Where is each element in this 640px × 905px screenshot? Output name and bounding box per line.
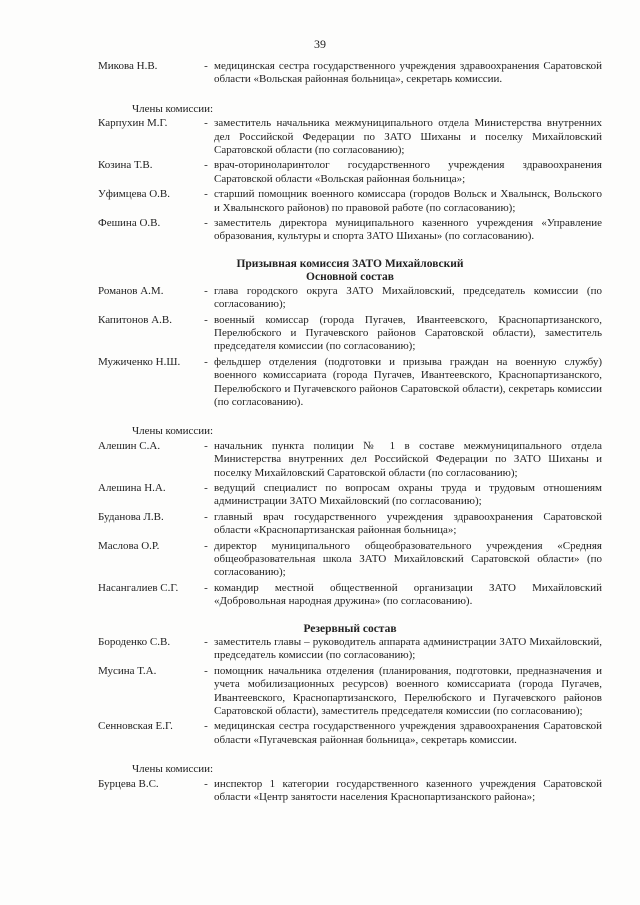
- person-name: Романов А.М.: [98, 284, 164, 297]
- person-name: Микова Н.В.: [98, 60, 158, 72]
- person-name: Фешина О.В.: [98, 217, 161, 230]
- person-name: Мужиченко Н.Ш.: [98, 355, 181, 368]
- dash: -: [204, 510, 208, 523]
- person-name: Сенновская Е.Г.: [98, 720, 173, 733]
- person-name: Алешина Н.А.: [98, 481, 166, 494]
- dash: -: [204, 539, 208, 552]
- person-role: глава городского округа ЗАТО Михайловский, председатель комиссии (по согласованию);: [214, 284, 602, 311]
- person-name: Мусина Т.А.: [98, 664, 157, 677]
- members-label: Члены комиссии:: [132, 425, 214, 438]
- members-label: Члены комиссии:: [132, 102, 214, 115]
- dash: -: [204, 664, 208, 677]
- dash: -: [204, 636, 208, 649]
- dash: -: [204, 159, 208, 172]
- members-list: [98, 440, 602, 609]
- person-role: заместитель главы – руководитель аппарата администрации ЗАТО Михайловский, председатель комиссии (по согласованию);: [214, 636, 602, 662]
- person-role: военный комиссар (города Пугачев, Ивантеевского, Краснопартизанского, Перелюбского и Пугачевского районов Саратовской области), заместитель председателя комиссии (по согласованию);: [214, 313, 602, 353]
- person-name: Карпухин М.Г.: [98, 117, 168, 130]
- members-list: [98, 778, 602, 805]
- person-entry: [98, 636, 602, 663]
- person-entry: [98, 665, 602, 719]
- reserve-entries: [98, 636, 602, 747]
- dash: -: [204, 60, 208, 72]
- dash: -: [204, 439, 208, 452]
- person-entry: [98, 60, 602, 87]
- person-role: директор муниципального общеобразовательного учреждения «Средняя общеобразовательная школа ЗАТО Михайловский Саратовской области» (по согласованию);: [214, 539, 602, 579]
- dash: -: [204, 117, 208, 130]
- members-label: Члены комиссии:: [132, 763, 214, 776]
- person-role: старший помощник военного комиссара (городов Вольск и Хвалынск, Вольского и Хвалынского районов) по правовой работе (по согласованию);: [214, 188, 602, 214]
- person-role: помощник начальника отделения (планирования, подготовки, предназначения и учета мобилизационных ресурсов) военного комиссариата (города Пугачев, Ивантеевского, Краснопартизанского, Перелюбского и Пугачевского районов Саратовской области), заместитель председателя комиссии (по согласованию);: [214, 664, 602, 718]
- dash: -: [204, 188, 208, 201]
- person-role: ведущий специалист по вопросам охраны труда и трудовым отношениям администрации ЗАТО Михайловский (по согласованию);: [214, 481, 602, 508]
- person-entry: [98, 582, 602, 609]
- person-entry: [98, 314, 602, 354]
- person-role: медицинская сестра государственного учреждения здравоохранения Саратовской области «Вольская районная больница», секретарь комиссии.: [214, 60, 602, 86]
- person-entry: [98, 217, 602, 244]
- person-role: заместитель начальника межмуниципального отдела Министерства внутренних дел Российской Федерации по ЗАТО Шиханы и поселку Михайловский Саратовской области (по согласованию);: [214, 117, 602, 157]
- person-entry: [98, 720, 602, 747]
- document-body: [98, 60, 602, 807]
- person-entry: [98, 117, 602, 157]
- subsection-heading: Резервный состав: [303, 622, 397, 635]
- person-entry: [98, 482, 602, 509]
- dash: -: [204, 355, 208, 368]
- person-name: Бороденко С.В.: [98, 636, 171, 649]
- dash: -: [204, 777, 208, 790]
- dash: -: [204, 284, 208, 297]
- person-name: Капитонов А.В.: [98, 313, 172, 326]
- person-entry: [98, 159, 602, 186]
- person-name: Бурцева В.С.: [98, 777, 159, 790]
- person-role: фельдшер отделения (подготовки и призыва граждан на военную службу) военного комиссариата (города Пугачев, Ивантеевского, Краснопартизанского, Перелюбского и Пугачевского районов Саратовской области), секретарь комиссии (по согласованию).: [214, 355, 602, 408]
- person-name: Маслова О.Р.: [98, 539, 160, 552]
- members-list: [98, 117, 602, 244]
- dash: -: [204, 720, 208, 733]
- main-entries: [98, 285, 602, 410]
- person-role: инспектор 1 категории государственного казенного учреждения Саратовской области «Центр занятости населения Краснопартизанского района»;: [214, 777, 602, 804]
- section-heading: Призывная комиссия ЗАТО Михайловский: [236, 257, 464, 270]
- dash: -: [204, 481, 208, 494]
- person-role: командир местной общественной организации ЗАТО Михайловский «Добровольная народная дружина» (по согласованию).: [214, 581, 602, 608]
- person-name: Уфимцева О.В.: [98, 188, 170, 201]
- person-entry: [98, 285, 602, 312]
- person-entry: [98, 188, 602, 215]
- person-entry: [98, 778, 602, 805]
- dash: -: [204, 217, 208, 230]
- person-entry: [98, 540, 602, 580]
- person-role: главный врач государственного учреждения здравоохранения Саратовской области «Краснопартизанская районная больница»;: [214, 510, 602, 537]
- dash: -: [204, 581, 208, 594]
- subsection-heading: Основной состав: [306, 271, 394, 284]
- person-name: Козина Т.В.: [98, 159, 153, 172]
- person-name: Алешин С.А.: [98, 439, 161, 452]
- person-name: Буданова Л.В.: [98, 510, 164, 523]
- person-name: Насангалиев С.Г.: [98, 581, 179, 594]
- person-entry: [98, 511, 602, 538]
- person-role: заместитель директора муниципального казенного учреждения «Управление образования, культуры и спорта ЗАТО Шиханы» (по согласованию).: [214, 217, 602, 243]
- person-role: начальник пункта полиции № 1 в составе межмуниципального отдела Министерства внутренних дел Российской Федерации по ЗАТО Шиханы и поселку Михайловский Саратовской области (по согласованию);: [214, 439, 602, 479]
- person-role: медицинская сестра государственного учреждения здравоохранения Саратовской области «Пугачевская районная больница», секретарь комиссии.: [214, 720, 602, 746]
- page-number: 39: [314, 37, 326, 51]
- dash: -: [204, 313, 208, 326]
- person-role: врач-оториноларинтолог государственного учреждения здравоохранения Саратовской области «Вольская районная больница»;: [214, 159, 602, 185]
- person-entry: [98, 440, 602, 480]
- person-entry: [98, 356, 602, 410]
- top-entries: [98, 60, 602, 87]
